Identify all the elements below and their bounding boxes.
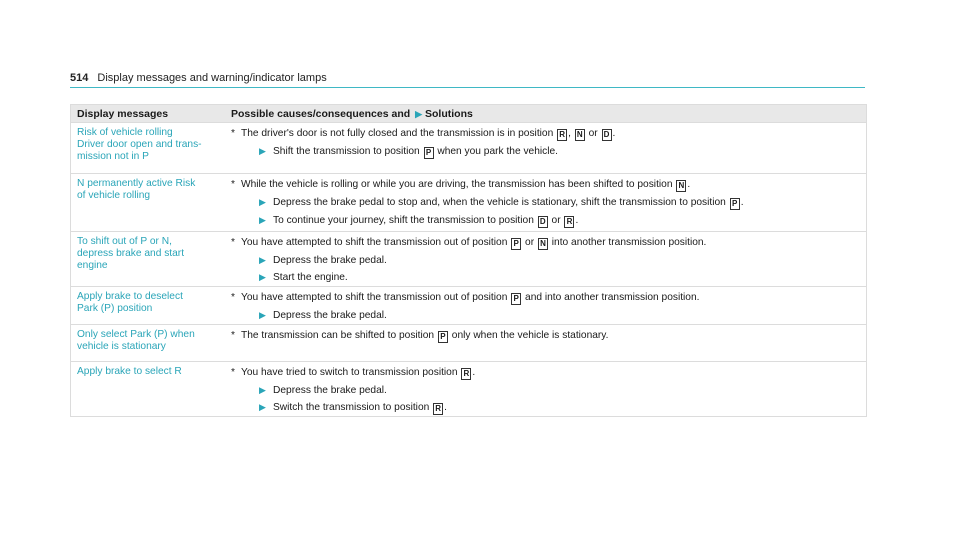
arrow-icon: ▶ [259, 402, 266, 412]
page-title: Display messages and warning/indicator lamps [97, 72, 327, 84]
gear-r-icon: R [557, 129, 567, 141]
message-cell: N permanently active Risk of vehicle rolling [77, 178, 196, 201]
gear-d-icon: D [538, 216, 548, 228]
gear-n-icon: N [575, 129, 585, 141]
messages-table [70, 104, 867, 417]
arrow-icon: ▶ [259, 310, 266, 320]
table-header-row [71, 105, 866, 122]
table-row [71, 122, 866, 173]
gear-r-icon: R [461, 368, 471, 380]
arrow-icon: ▶ [259, 255, 266, 265]
gear-d-icon: D [602, 129, 612, 141]
gear-p-icon: P [730, 198, 740, 210]
table-row [71, 361, 866, 416]
gear-r-icon: R [433, 403, 443, 415]
gear-p-icon: P [438, 331, 448, 343]
gear-p-icon: P [424, 147, 434, 159]
cause-cell: * The transmission can be shifted to position P only when the vehicle is stationary. [231, 330, 609, 341]
gear-p-icon: P [511, 293, 521, 305]
cause-cell: * You have tried to switch to transmission position R . ▶ Depress the brake pedal. ▶ Switch the transmission to position R . [231, 367, 476, 413]
col-header-causes: Possible causes/consequences and ▶ Solutions [231, 107, 473, 120]
arrow-icon: ▶ [259, 146, 266, 156]
arrow-icon: ▶ [259, 385, 266, 395]
cause-cell: * While the vehicle is rolling or while you are driving, the transmission has been shifted to position N . ▶ Depress the brake pedal to stop and, when the vehicle is stationary, shift the transmission to position P . ▶ To continue your journey, shift the transmission to position D or R . [231, 179, 744, 226]
message-cell: Risk of vehicle rolling Driver door open and trans- mission not in P [77, 127, 202, 162]
col-header-messages: Display messages [77, 107, 169, 120]
arrow-icon: ▶ [415, 108, 423, 119]
cause-cell: * You have attempted to shift the transmission out of position P or N into another transmission position. ▶ Depress the brake pedal. ▶ Start the engine. [231, 237, 707, 283]
message-cell: Apply brake to deselect Park (P) position [77, 291, 183, 314]
gear-n-icon: N [676, 180, 686, 192]
arrow-icon: ▶ [259, 197, 266, 207]
page-number: 514 [70, 72, 89, 84]
message-cell: Only select Park (P) when vehicle is stationary [77, 329, 195, 352]
message-cell: To shift out of P or N, depress brake and start engine [77, 236, 185, 271]
message-cell: Apply brake to select R [77, 366, 182, 377]
table-row [71, 286, 866, 324]
table-row [71, 231, 866, 286]
gear-p-icon: P [511, 238, 521, 250]
arrow-icon: ▶ [259, 272, 266, 282]
cause-cell: * You have attempted to shift the transmission out of position P and into another transmission position. ▶ Depress the brake pedal. [231, 292, 700, 321]
arrow-icon: ▶ [259, 215, 266, 225]
header-rule [70, 87, 865, 88]
page-header [70, 72, 327, 84]
table-row [71, 324, 866, 361]
table-row [71, 173, 866, 231]
gear-r-icon: R [564, 216, 574, 228]
gear-n-icon: N [538, 238, 548, 250]
cause-cell: * The driver's door is not fully closed and the transmission is in position R , N or D . ▶ Shift the transmission to position P when you park the vehicle. [231, 128, 616, 157]
